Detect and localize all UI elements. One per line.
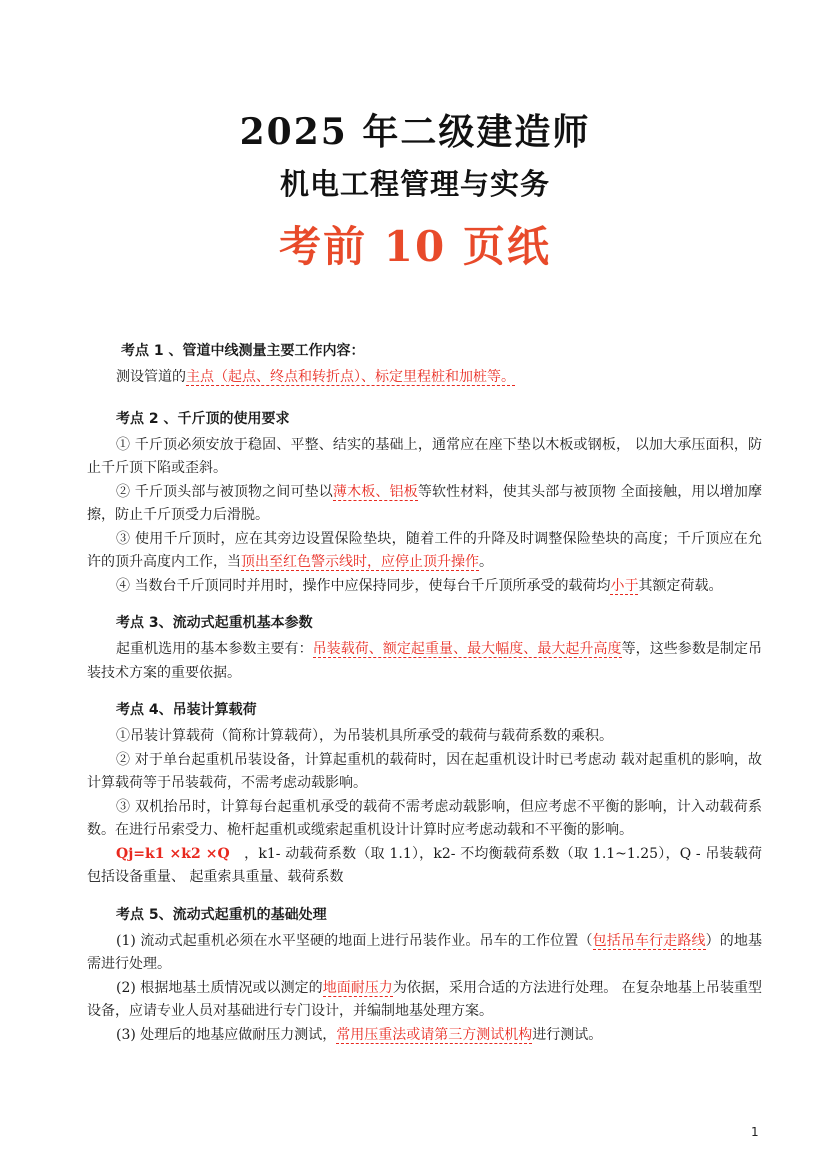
paragraph: ① 千斤顶必须安放于稳固、平整、结实的基础上，通常应在座下垫以木板或钢板， 以加大承压面积，防止千斤顶下陷或歪斜。 (87, 436, 762, 476)
paragraph: ② 对于单台起重机吊装设备，计算起重机的载荷时，因在起重机设计时已考虑动 载对起重机的影响，故计算载荷等于吊装载荷，不需考虑动载影响。 (87, 751, 762, 791)
text: 起重机选用的基本参数主要有： (116, 641, 313, 657)
text: ③ 使用千斤顶时，应在其旁边设置保险垫块，随着工件的升降及时调整保险垫块的高度；千斤顶应在允许的顶升高度内工作，当 (87, 530, 762, 570)
section-title: 考点 1 、管道中线测量主要工作内容： (121, 343, 365, 359)
text: 等，这些参数是制定吊装技术方案的重要依据。 (87, 641, 763, 681)
text: ）的地基需进行处理。 (87, 932, 763, 972)
title-exam-year: 2025 年二级建造师 (239, 111, 591, 153)
text: 为依据，采用合适的方法进行处理。 在复杂地基上吊装重型设备，应请专业人员对基础进行专门设计，并编制地基处理方案。 (87, 979, 763, 1019)
text: ④ 当数台千斤顶同时并用时，操作中应保持同步，使每台千斤顶所承受的载荷均 (116, 577, 611, 594)
section-5 (87, 904, 762, 1048)
paragraph: ③ 双机抬吊时，计算每台起重机承受的载荷不需考虑动载影响，但应考虑不平衡的影响，计入动载荷系数。在进行吊索受力、桅杆起重机或缆索起重机设计计算时应考虑动载和不平衡的影响。 (87, 798, 762, 838)
content-body (87, 340, 762, 1061)
paragraph (87, 366, 762, 390)
paragraph (87, 977, 762, 1024)
section-title: 考点 2 、千斤顶的使用要求 (116, 410, 290, 427)
title-ten-pages: 考前 10 页纸 (279, 222, 551, 271)
highlight-text: 主点（起点、终点和转折点）、标定里程桩和加桩等。 (186, 369, 515, 385)
title-subject: 机电工程管理与实务 (279, 167, 550, 201)
formula-text: Qj=k1 ×k2 ×Q (116, 845, 230, 862)
text: 等软性材料，使其头部与被顶物 全面接触，用以增加摩擦，防止千斤顶受力后滑脱。 (87, 483, 763, 523)
section-3 (87, 612, 762, 685)
text: 测设管道的 (116, 369, 186, 385)
text: (3) 处理后的地基应做耐压力测试， (116, 1026, 337, 1043)
text: 其额定荷载。 (638, 577, 723, 594)
text: ② 千斤顶头部与被顶物之间可垫以 (116, 483, 333, 500)
paragraph (87, 638, 762, 685)
section-title: 考点 5、流动式起重机的基础处理 (116, 906, 327, 923)
highlight-text: 吊装载荷、额定起重量、最大幅度、最大起升高度 (312, 641, 622, 657)
highlight-text: 常用压重法或请第三方测试机构 (336, 1026, 533, 1043)
highlight-text: 薄木板、铝板 (332, 483, 418, 500)
section-title: 考点 3、流动式起重机基本参数 (116, 615, 313, 631)
paragraph (87, 930, 762, 977)
highlight-text: 地面耐压力 (322, 979, 393, 996)
paragraph (87, 843, 762, 890)
highlight-text: 包括吊车行走路线 (592, 932, 706, 949)
paragraph (87, 575, 762, 599)
text: 进行测试。 (532, 1026, 603, 1043)
text: ，k1- 动载荷系数（取 1.1），k2- 不均衡载荷系数（取 1.1~1.25），Q - 吊装载荷包括设备重量、 起重索具重量、载荷系数 (87, 845, 762, 885)
text: (1) 流动式起重机必须在水平坚硬的地面上进行吊装作业。吊车的工作位置（ (116, 932, 593, 949)
paragraph (87, 528, 762, 575)
paragraph: ①吊装计算载荷（简称计算载荷），为吊装机具所承受的载荷与载荷系数的乘积。 (116, 728, 613, 744)
text: (2) 根据地基土质情况或以测定的 (116, 979, 323, 996)
section-1 (87, 340, 762, 390)
page-number: 1 (751, 1125, 759, 1139)
paragraph (87, 481, 762, 528)
paragraph (87, 1024, 762, 1048)
section-4 (87, 699, 762, 890)
highlight-text: 顶出至红色警示线时，应停止顶升操作 (241, 554, 479, 570)
section-2 (87, 408, 762, 599)
highlight-text: 小于 (610, 577, 639, 594)
text: 。 (479, 554, 493, 570)
section-title: 考点 4、吊装计算载荷 (116, 702, 257, 718)
